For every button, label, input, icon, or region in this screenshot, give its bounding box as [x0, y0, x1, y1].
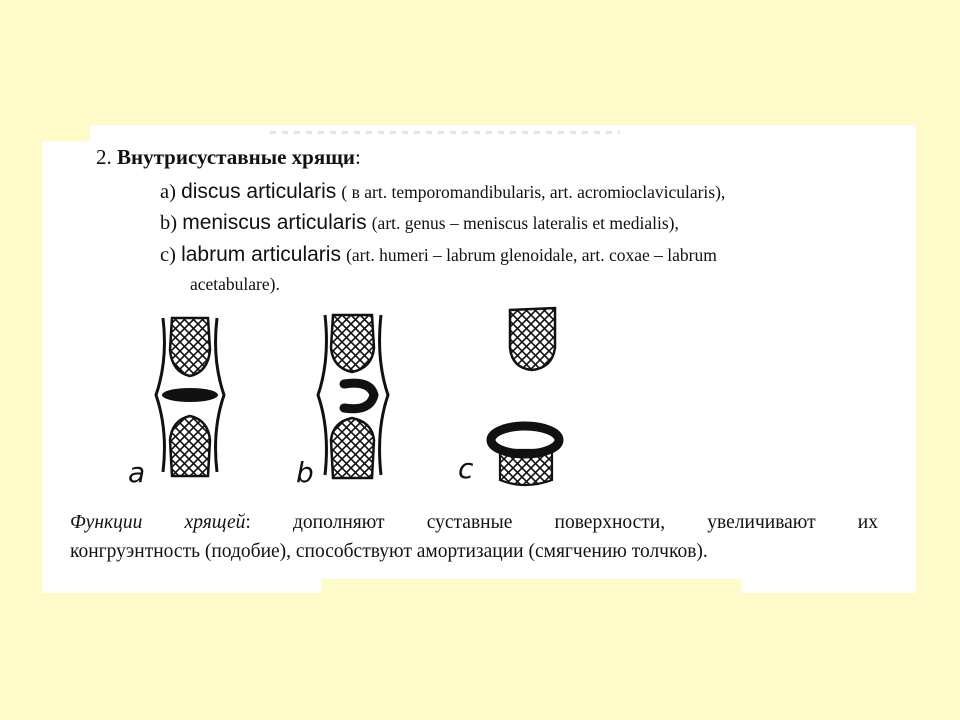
functions-paragraph [70, 508, 878, 566]
heading-colon: : [355, 145, 361, 169]
bone-end-lower [170, 416, 210, 476]
label-b: b [296, 456, 314, 489]
bone-end-upper [331, 315, 374, 372]
joint-capsule-right [380, 315, 388, 475]
functions-line-1 [70, 508, 878, 537]
item-term: labrum articularis [181, 243, 341, 266]
item-note: ( в art. temporomandibularis, art. acromioclavicularis), [341, 182, 726, 202]
label-a: a [128, 456, 146, 489]
labrum-ring [491, 426, 559, 454]
item-note-continuation: acetabulare). [190, 274, 280, 294]
item-marker: b) [160, 212, 178, 234]
diagram-a-articular-disc [156, 318, 224, 476]
item-marker: c) [160, 244, 176, 266]
item-term: discus articularis [181, 180, 337, 203]
disc-shape [162, 388, 218, 402]
item-note: (art. genus – meniscus lateralis et medialis), [371, 213, 679, 233]
joint-capsule-left [318, 315, 326, 475]
bone-head [510, 308, 555, 370]
diagram-b-meniscus [318, 315, 388, 478]
heading-number: 2. [96, 145, 112, 169]
bone-end-upper [170, 318, 210, 376]
meniscus-shape [344, 383, 374, 409]
bone-end-lower [331, 418, 374, 478]
item-term: meniscus articularis [182, 211, 367, 234]
item-note: (art. humeri – labrum glenoidale, art. coxae – labrum [346, 245, 717, 265]
item-marker: a) [160, 181, 176, 203]
functions-line-2: конгруэнтность (подобие), способствуют амортизации (смягчению толчков). [70, 541, 708, 562]
label-c: c [458, 452, 474, 485]
functions-text-1: : дополняют суставные поверхности, увеличивают их [245, 512, 878, 533]
diagram-c-labrum [491, 308, 559, 485]
functions-label: Функции хрящей [70, 512, 246, 533]
heading-title: Внутрисуставные хрящи [117, 145, 356, 169]
